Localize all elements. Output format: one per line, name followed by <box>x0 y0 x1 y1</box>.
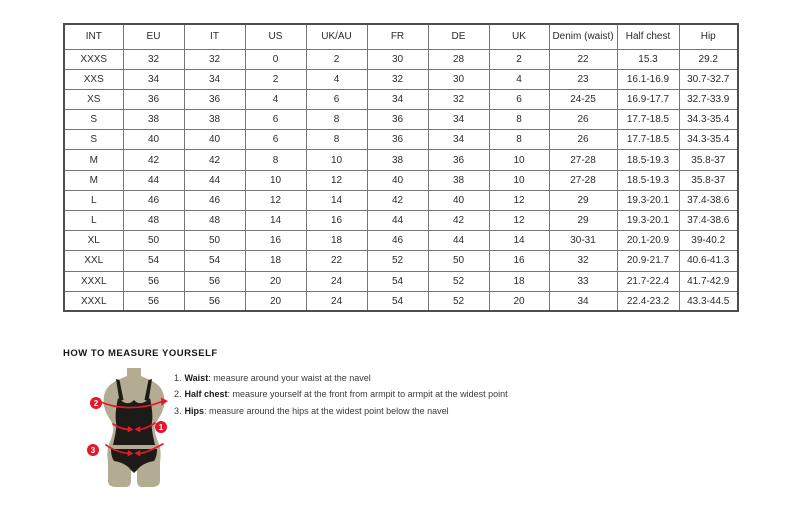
size-value-cell: 42 <box>367 190 428 210</box>
size-value-cell: 54 <box>367 271 428 291</box>
size-value-cell: 26 <box>549 110 617 130</box>
size-value-cell: 20 <box>489 291 549 311</box>
size-value-cell: 30-31 <box>549 231 617 251</box>
size-value-cell: 34 <box>549 291 617 311</box>
size-value-cell: 12 <box>306 170 367 190</box>
column-header: Hip <box>679 24 738 49</box>
size-value-cell: 40 <box>367 170 428 190</box>
step-term: Half chest <box>184 389 228 400</box>
measure-step <box>174 403 734 419</box>
size-value-cell: 15.3 <box>617 49 679 69</box>
size-value-cell: 56 <box>184 271 245 291</box>
size-label-cell: XXXL <box>64 291 123 311</box>
column-header: US <box>245 24 306 49</box>
size-value-cell: 0 <box>245 49 306 69</box>
column-header: Half chest <box>617 24 679 49</box>
size-table-header <box>64 24 738 49</box>
size-value-cell: 14 <box>245 211 306 231</box>
header-row <box>64 24 738 49</box>
size-value-cell: 32 <box>428 89 489 109</box>
step-text: : measure around your waist at the navel <box>208 373 371 383</box>
size-value-cell: 36 <box>428 150 489 170</box>
size-value-cell: 10 <box>489 170 549 190</box>
size-value-cell: 8 <box>489 130 549 150</box>
size-value-cell: 44 <box>123 170 184 190</box>
table-row <box>64 170 738 190</box>
size-value-cell: 54 <box>367 291 428 311</box>
step-text: : measure yourself at the front from armpit to armpit at the widest point <box>227 389 508 400</box>
column-header: IT <box>184 24 245 49</box>
table-row <box>64 89 738 109</box>
size-value-cell: 8 <box>245 150 306 170</box>
size-label-cell: XL <box>64 231 123 251</box>
size-value-cell: 36 <box>123 89 184 109</box>
size-value-cell: 12 <box>489 211 549 231</box>
size-value-cell: 2 <box>306 49 367 69</box>
size-value-cell: 32 <box>184 49 245 69</box>
size-value-cell: 20 <box>245 271 306 291</box>
size-value-cell: 50 <box>184 231 245 251</box>
size-value-cell: 40 <box>123 130 184 150</box>
size-value-cell: 29 <box>549 190 617 210</box>
size-value-cell: 29.2 <box>679 49 738 69</box>
size-label-cell: M <box>64 150 123 170</box>
column-header: UK/AU <box>306 24 367 49</box>
size-value-cell: 18 <box>489 271 549 291</box>
measurement-figure <box>84 366 185 490</box>
size-value-cell: 24 <box>306 271 367 291</box>
measure-step <box>174 386 734 402</box>
hips-badge-number: 3 <box>90 446 96 455</box>
size-value-cell: 34.3-35.4 <box>679 110 738 130</box>
size-value-cell: 42 <box>428 211 489 231</box>
size-value-cell: 27-28 <box>549 150 617 170</box>
size-value-cell: 33 <box>549 271 617 291</box>
size-value-cell: 52 <box>428 271 489 291</box>
size-label-cell: XXL <box>64 251 123 271</box>
size-value-cell: 32 <box>367 69 428 89</box>
measure-instructions <box>174 370 734 419</box>
size-value-cell: 30 <box>428 69 489 89</box>
table-row <box>64 130 738 150</box>
size-value-cell: 34 <box>428 130 489 150</box>
size-value-cell: 22 <box>306 251 367 271</box>
size-value-cell: 35.8-37 <box>679 150 738 170</box>
size-value-cell: 20 <box>245 291 306 311</box>
step-term: Waist <box>184 373 209 383</box>
size-value-cell: 46 <box>367 231 428 251</box>
size-value-cell: 44 <box>184 170 245 190</box>
size-value-cell: 4 <box>245 89 306 109</box>
size-label-cell: XXS <box>64 69 123 89</box>
size-value-cell: 24 <box>306 291 367 311</box>
size-value-cell: 28 <box>428 49 489 69</box>
size-value-cell: 19.3-20.1 <box>617 211 679 231</box>
size-value-cell: 18 <box>306 231 367 251</box>
size-value-cell: 17.7-18.5 <box>617 130 679 150</box>
step-number: 3. <box>174 405 182 416</box>
size-value-cell: 44 <box>367 211 428 231</box>
measure-section-heading: HOW TO MEASURE YOURSELF <box>63 348 218 359</box>
size-label-cell: XXXS <box>64 49 123 69</box>
size-value-cell: 30.7-32.7 <box>679 69 738 89</box>
size-value-cell: 10 <box>306 150 367 170</box>
size-value-cell: 56 <box>123 271 184 291</box>
size-value-cell: 50 <box>123 231 184 251</box>
size-value-cell: 10 <box>245 170 306 190</box>
size-value-cell: 52 <box>367 251 428 271</box>
size-value-cell: 40 <box>184 130 245 150</box>
size-value-cell: 24-25 <box>549 89 617 109</box>
size-value-cell: 39-40.2 <box>679 231 738 251</box>
size-label-cell: XS <box>64 89 123 109</box>
size-value-cell: 4 <box>489 69 549 89</box>
size-value-cell: 38 <box>428 170 489 190</box>
size-value-cell: 42 <box>123 150 184 170</box>
size-value-cell: 10 <box>489 150 549 170</box>
size-value-cell: 4 <box>306 69 367 89</box>
size-value-cell: 34 <box>428 110 489 130</box>
size-value-cell: 14 <box>306 190 367 210</box>
size-value-cell: 36 <box>367 130 428 150</box>
size-value-cell: 23 <box>549 69 617 89</box>
table-row <box>64 211 738 231</box>
chest-arrowhead <box>161 398 168 406</box>
size-value-cell: 43.3-44.5 <box>679 291 738 311</box>
table-row <box>64 190 738 210</box>
size-value-cell: 18.5-19.3 <box>617 170 679 190</box>
table-row <box>64 291 738 311</box>
size-value-cell: 30 <box>367 49 428 69</box>
size-label-cell: S <box>64 110 123 130</box>
size-value-cell: 18 <box>245 251 306 271</box>
size-value-cell: 2 <box>489 49 549 69</box>
size-value-cell: 22.4-23.2 <box>617 291 679 311</box>
size-value-cell: 36 <box>367 110 428 130</box>
size-value-cell: 12 <box>489 190 549 210</box>
size-value-cell: 54 <box>184 251 245 271</box>
size-value-cell: 26 <box>549 130 617 150</box>
column-header: UK <box>489 24 549 49</box>
waist-badge-number: 1 <box>158 423 164 432</box>
size-value-cell: 6 <box>245 130 306 150</box>
size-value-cell: 42 <box>184 150 245 170</box>
size-table <box>63 23 739 312</box>
column-header: FR <box>367 24 428 49</box>
size-value-cell: 46 <box>184 190 245 210</box>
size-value-cell: 44 <box>428 231 489 251</box>
size-value-cell: 22 <box>549 49 617 69</box>
size-label-cell: M <box>64 170 123 190</box>
size-label-cell: S <box>64 130 123 150</box>
table-row <box>64 231 738 251</box>
size-value-cell: 38 <box>123 110 184 130</box>
size-value-cell: 56 <box>123 291 184 311</box>
size-value-cell: 16 <box>306 211 367 231</box>
size-value-cell: 17.7-18.5 <box>617 110 679 130</box>
size-value-cell: 41.7-42.9 <box>679 271 738 291</box>
size-value-cell: 16 <box>245 231 306 251</box>
size-value-cell: 12 <box>245 190 306 210</box>
size-value-cell: 34 <box>367 89 428 109</box>
size-value-cell: 8 <box>306 130 367 150</box>
column-header: DE <box>428 24 489 49</box>
size-value-cell: 19.3-20.1 <box>617 190 679 210</box>
size-value-cell: 32.7-33.9 <box>679 89 738 109</box>
size-value-cell: 27-28 <box>549 170 617 190</box>
size-value-cell: 32 <box>123 49 184 69</box>
size-value-cell: 18.5-19.3 <box>617 150 679 170</box>
size-value-cell: 36 <box>184 89 245 109</box>
size-value-cell: 56 <box>184 291 245 311</box>
table-row <box>64 150 738 170</box>
table-row <box>64 110 738 130</box>
size-value-cell: 48 <box>184 211 245 231</box>
step-number: 2. <box>174 389 182 400</box>
size-label-cell: L <box>64 190 123 210</box>
size-value-cell: 34.3-35.4 <box>679 130 738 150</box>
size-value-cell: 6 <box>489 89 549 109</box>
size-value-cell: 38 <box>367 150 428 170</box>
size-value-cell: 20.1-20.9 <box>617 231 679 251</box>
size-value-cell: 8 <box>489 110 549 130</box>
size-value-cell: 29 <box>549 211 617 231</box>
column-header: Denim (waist) <box>549 24 617 49</box>
size-value-cell: 37.4-38.6 <box>679 190 738 210</box>
size-value-cell: 20.9-21.7 <box>617 251 679 271</box>
step-number: 1. <box>174 373 182 383</box>
chest-badge-number: 2 <box>93 399 99 408</box>
size-table-body <box>64 49 738 311</box>
step-text: : measure around the hips at the widest point below the navel <box>204 405 449 416</box>
size-value-cell: 32 <box>549 251 617 271</box>
size-value-cell: 14 <box>489 231 549 251</box>
column-header: EU <box>123 24 184 49</box>
table-row <box>64 49 738 69</box>
size-value-cell: 40 <box>428 190 489 210</box>
size-value-cell: 35.8-37 <box>679 170 738 190</box>
table-row <box>64 271 738 291</box>
size-value-cell: 16.1-16.9 <box>617 69 679 89</box>
mannequin-figure-icon <box>84 366 185 490</box>
size-value-cell: 34 <box>184 69 245 89</box>
size-value-cell: 8 <box>306 110 367 130</box>
size-value-cell: 6 <box>306 89 367 109</box>
measure-step <box>174 370 734 386</box>
table-row <box>64 69 738 89</box>
step-term: Hips <box>184 405 205 416</box>
size-value-cell: 48 <box>123 211 184 231</box>
size-value-cell: 46 <box>123 190 184 210</box>
size-label-cell: L <box>64 211 123 231</box>
size-value-cell: 16.9-17.7 <box>617 89 679 109</box>
size-label-cell: XXXL <box>64 271 123 291</box>
size-value-cell: 2 <box>245 69 306 89</box>
column-header: INT <box>64 24 123 49</box>
size-value-cell: 16 <box>489 251 549 271</box>
size-value-cell: 38 <box>184 110 245 130</box>
size-value-cell: 54 <box>123 251 184 271</box>
size-value-cell: 37.4-38.6 <box>679 211 738 231</box>
size-value-cell: 50 <box>428 251 489 271</box>
size-value-cell: 34 <box>123 69 184 89</box>
table-row <box>64 251 738 271</box>
size-value-cell: 40.6-41.3 <box>679 251 738 271</box>
size-value-cell: 52 <box>428 291 489 311</box>
size-value-cell: 6 <box>245 110 306 130</box>
size-value-cell: 21.7-22.4 <box>617 271 679 291</box>
